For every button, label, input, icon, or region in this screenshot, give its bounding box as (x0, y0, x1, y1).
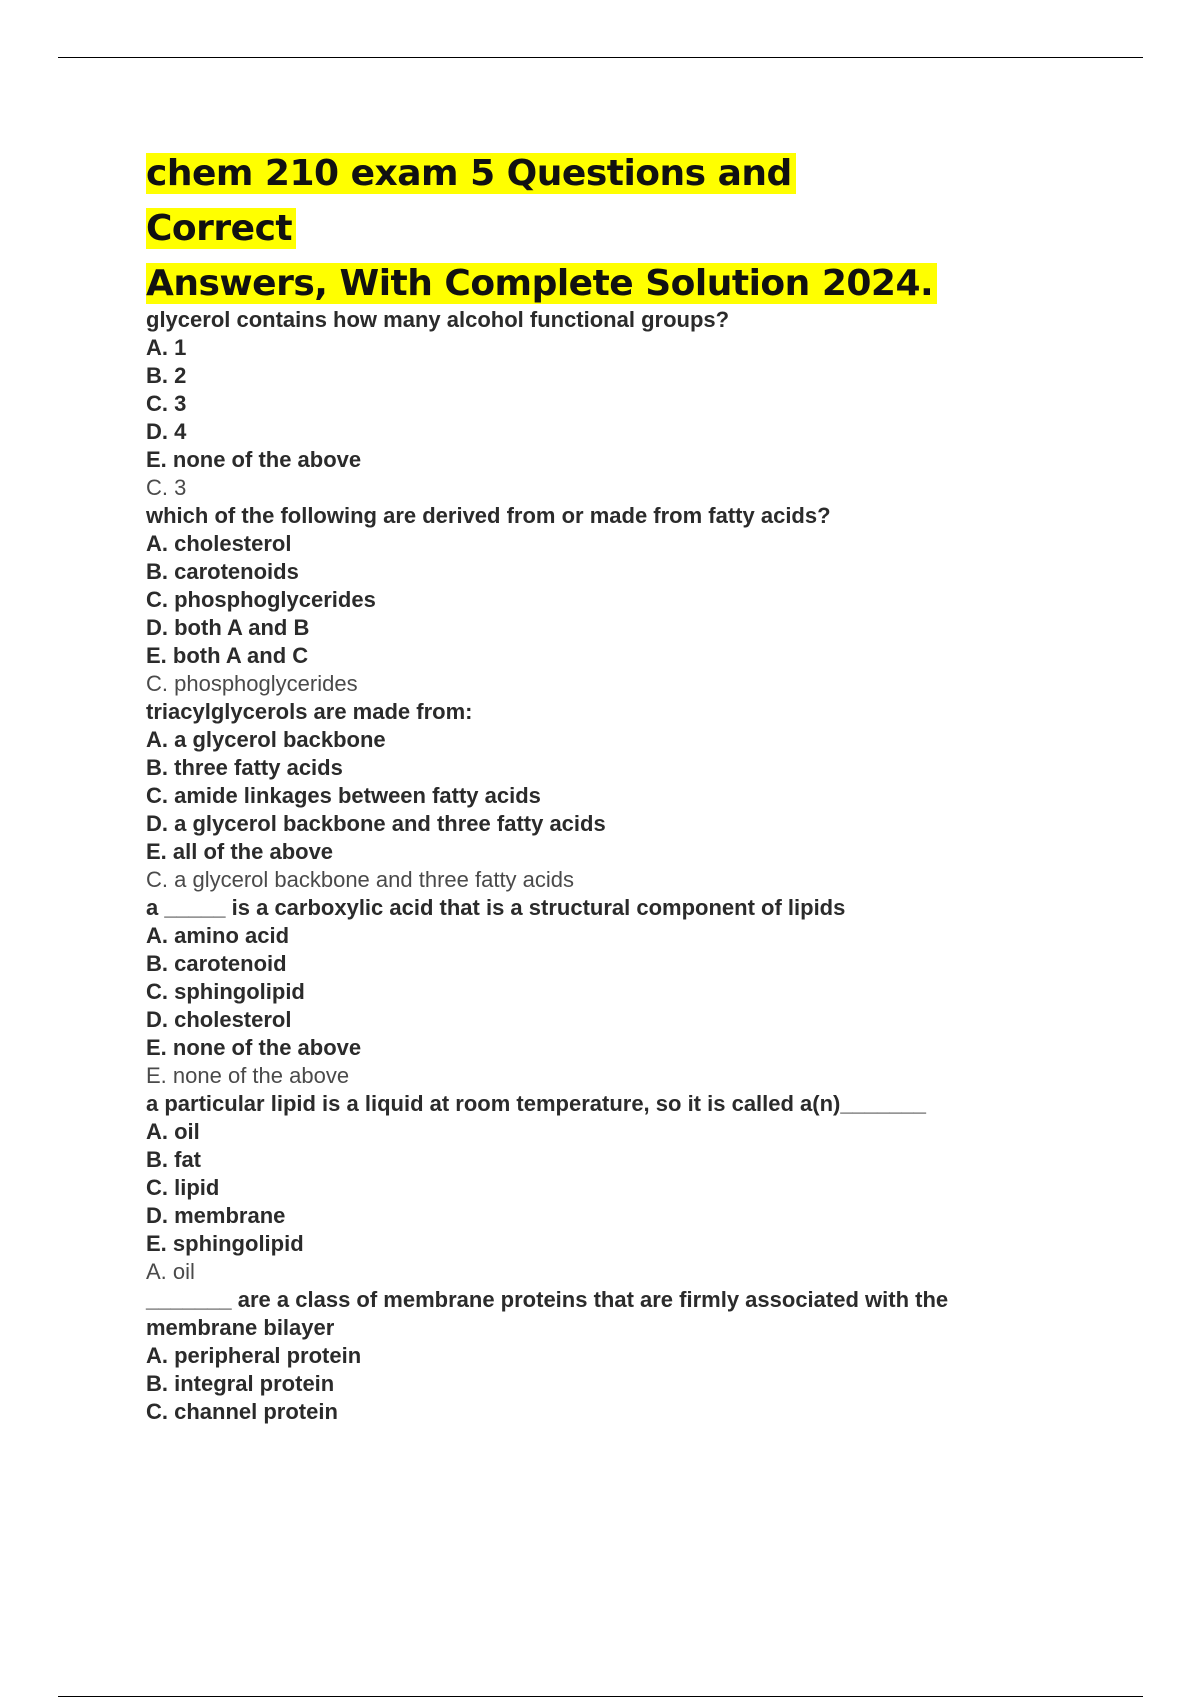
question-block (146, 306, 1046, 502)
question-block (146, 894, 1046, 1090)
question-block (146, 1286, 1046, 1426)
answer-option: B. integral protein (146, 1371, 335, 1396)
answer-option: A. amino acid (146, 923, 290, 948)
answer-option: E. sphingolipid (146, 1231, 304, 1256)
answer-option: D. membrane (146, 1203, 286, 1228)
correct-answer: C. phosphoglycerides (146, 671, 358, 696)
question-text: glycerol contains how many alcohol functional groups? (146, 307, 730, 332)
question-text: which of the following are derived from or made from fatty acids? (146, 503, 831, 528)
answer-option: E. none of the above (146, 447, 362, 472)
answer-option: A. oil (146, 1119, 200, 1144)
question-block (146, 698, 1046, 894)
answer-option: E. both A and C (146, 643, 309, 668)
answer-option: C. 3 (146, 391, 187, 416)
answer-option: C. sphingolipid (146, 979, 305, 1004)
answer-option: D. cholesterol (146, 1007, 292, 1032)
answer-option: E. none of the above (146, 1035, 362, 1060)
answer-option: B. 2 (146, 363, 187, 388)
answer-option: B. carotenoids (146, 559, 299, 584)
answer-option: C. lipid (146, 1175, 220, 1200)
question-text: a particular lipid is a liquid at room temperature, so it is called a(n)_______ (146, 1091, 927, 1116)
answer-option: A. cholesterol (146, 531, 292, 556)
title-line-1: chem 210 exam 5 Questions and Correct (146, 153, 796, 249)
document-title (146, 146, 946, 311)
answer-option: B. carotenoid (146, 951, 287, 976)
answer-option: D. a glycerol backbone and three fatty acids (146, 811, 606, 836)
answer-option: A. a glycerol backbone (146, 727, 386, 752)
answer-option: D. 4 (146, 419, 187, 444)
answer-option: A. 1 (146, 335, 187, 360)
correct-answer: A. oil (146, 1259, 195, 1284)
question-block (146, 1090, 1046, 1286)
question-text: triacylglycerols are made from: (146, 699, 473, 724)
correct-answer: E. none of the above (146, 1063, 350, 1088)
answer-option: C. channel protein (146, 1399, 338, 1424)
answer-option: B. three fatty acids (146, 755, 343, 780)
answer-option: B. fat (146, 1147, 201, 1172)
title-line-2: Answers, With Complete Solution 2024. (146, 263, 937, 304)
correct-answer: C. 3 (146, 475, 187, 500)
question-text: _______ are a class of membrane proteins that are firmly associated with the membrane bilayer (146, 1287, 949, 1340)
answer-option: C. amide linkages between fatty acids (146, 783, 541, 808)
top-rule (58, 57, 1143, 58)
answer-option: C. phosphoglycerides (146, 587, 376, 612)
answer-option: D. both A and B (146, 615, 310, 640)
question-text: a _____ is a carboxylic acid that is a structural component of lipids (146, 895, 846, 920)
question-list (146, 306, 1046, 1426)
correct-answer: C. a glycerol backbone and three fatty acids (146, 867, 575, 892)
answer-option: E. all of the above (146, 839, 334, 864)
question-block (146, 502, 1046, 698)
bottom-rule (58, 1696, 1143, 1697)
answer-option: A. peripheral protein (146, 1343, 362, 1368)
